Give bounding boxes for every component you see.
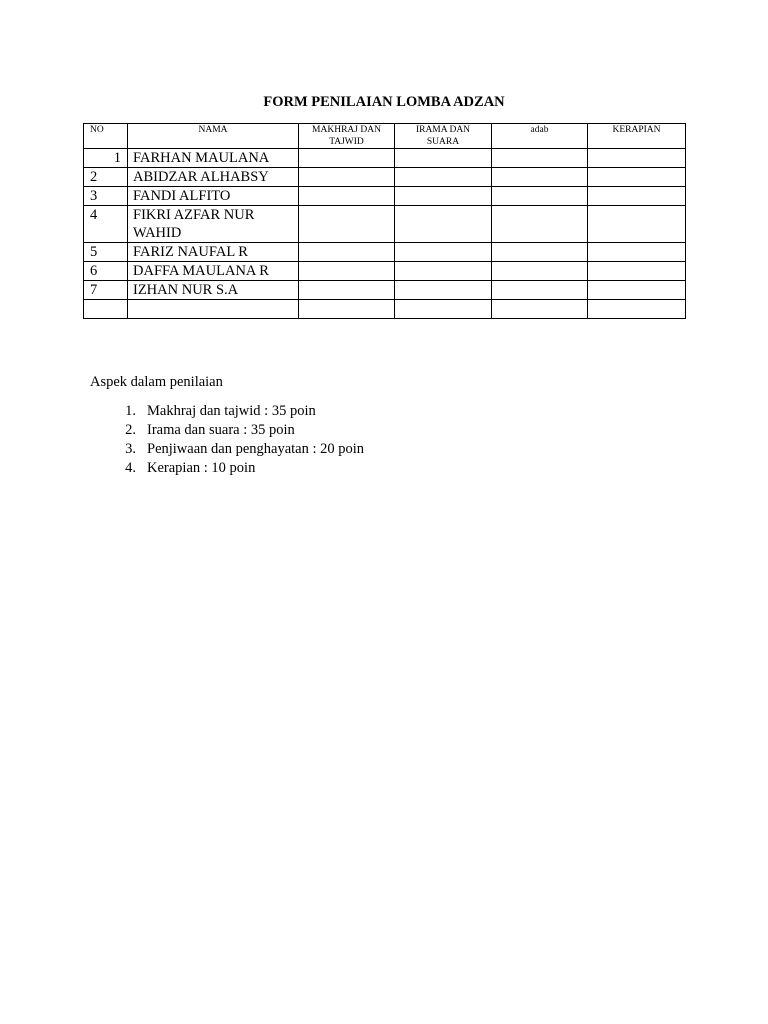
cell-no: 6	[84, 262, 128, 281]
scoring-table	[83, 123, 686, 319]
cell-nama: ABIDZAR ALHABSY	[128, 168, 299, 187]
list-item-number: 2.	[125, 422, 136, 438]
cell-irama	[395, 300, 492, 319]
cell-kerapian	[588, 206, 686, 243]
header-makhraj: MAKHRAJ DAN TAJWID	[299, 124, 395, 149]
cell-adab	[492, 187, 588, 206]
page-title: FORM PENILAIAN LOMBA ADZAN	[263, 94, 505, 110]
list-item	[90, 440, 364, 459]
cell-makhraj	[299, 168, 395, 187]
table-header-row	[84, 124, 686, 149]
cell-nama: FANDI ALFITO	[128, 187, 299, 206]
cell-nama: FARIZ NAUFAL R	[128, 243, 299, 262]
table-row	[84, 300, 686, 319]
cell-adab	[492, 149, 588, 168]
cell-irama	[395, 149, 492, 168]
list-item	[90, 459, 364, 478]
cell-irama	[395, 206, 492, 243]
cell-nama: IZHAN NUR S.A	[128, 281, 299, 300]
cell-irama	[395, 187, 492, 206]
cell-no: 1	[84, 149, 128, 168]
cell-kerapian	[588, 300, 686, 319]
list-item-text: Penjiwaan dan penghayatan : 20 poin	[147, 441, 365, 457]
cell-kerapian	[588, 262, 686, 281]
list-item-number: 4.	[125, 460, 136, 476]
cell-adab	[492, 300, 588, 319]
list-item-text: Makhraj dan tajwid : 35 poin	[147, 403, 316, 419]
aspek-list	[90, 402, 364, 478]
cell-makhraj	[299, 300, 395, 319]
list-item-text: Irama dan suara : 35 poin	[147, 422, 295, 438]
cell-irama	[395, 243, 492, 262]
cell-kerapian	[588, 281, 686, 300]
aspek-heading: Aspek dalam penilaian	[90, 374, 223, 390]
list-item-number: 3.	[125, 441, 136, 457]
cell-no: 4	[84, 206, 128, 243]
cell-nama: FIKRI AZFAR NUR WAHID	[128, 206, 299, 243]
header-no: NO	[84, 124, 128, 149]
cell-adab	[492, 206, 588, 243]
cell-irama	[395, 281, 492, 300]
cell-kerapian	[588, 243, 686, 262]
cell-irama	[395, 262, 492, 281]
cell-no: 2	[84, 168, 128, 187]
list-item-number: 1.	[125, 403, 136, 419]
cell-adab	[492, 281, 588, 300]
header-nama: NAMA	[128, 124, 299, 149]
cell-no: 7	[84, 281, 128, 300]
cell-adab	[492, 243, 588, 262]
cell-makhraj	[299, 281, 395, 300]
header-irama: IRAMA DAN SUARA	[395, 124, 492, 149]
cell-kerapian	[588, 168, 686, 187]
cell-no: 3	[84, 187, 128, 206]
cell-no	[84, 300, 128, 319]
cell-kerapian	[588, 187, 686, 206]
cell-makhraj	[299, 262, 395, 281]
cell-makhraj	[299, 206, 395, 243]
cell-makhraj	[299, 149, 395, 168]
cell-no: 5	[84, 243, 128, 262]
cell-kerapian	[588, 149, 686, 168]
table-row	[84, 281, 686, 300]
cell-nama: DAFFA MAULANA R	[128, 262, 299, 281]
table-row	[84, 149, 686, 168]
table-row	[84, 206, 686, 243]
table-row	[84, 168, 686, 187]
cell-adab	[492, 168, 588, 187]
cell-irama	[395, 168, 492, 187]
table-row	[84, 262, 686, 281]
header-adab: adab	[492, 124, 588, 149]
cell-nama	[128, 300, 299, 319]
table-row	[84, 243, 686, 262]
list-item	[90, 402, 364, 421]
cell-adab	[492, 262, 588, 281]
list-item-text: Kerapian : 10 poin	[147, 460, 256, 476]
table-row	[84, 187, 686, 206]
cell-nama: FARHAN MAULANA	[128, 149, 299, 168]
header-kerapian: KERAPIAN	[588, 124, 686, 149]
list-item	[90, 421, 364, 440]
cell-makhraj	[299, 187, 395, 206]
cell-makhraj	[299, 243, 395, 262]
